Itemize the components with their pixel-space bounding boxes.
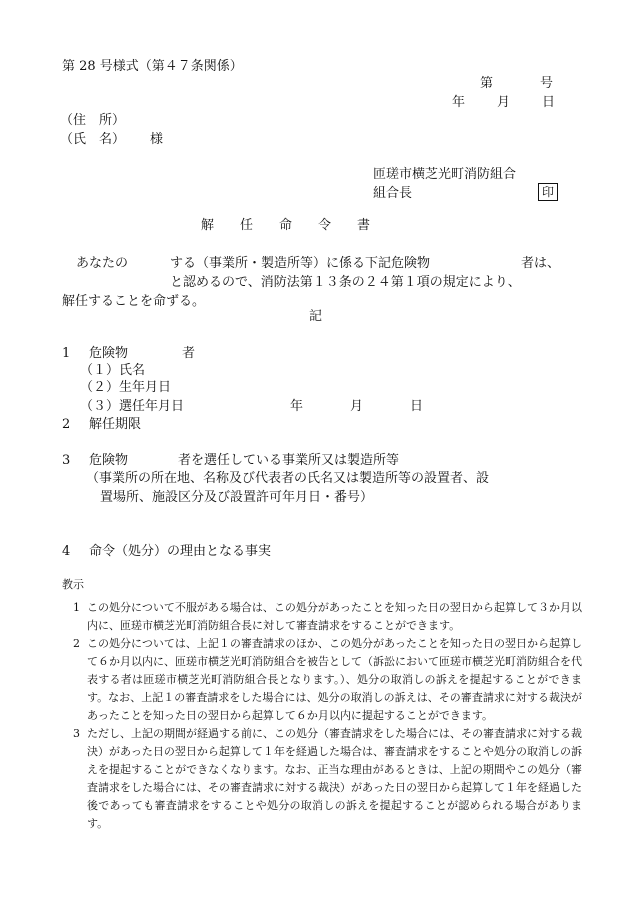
item3-note-line1: （事業所の所在地、名称及び代表者の氏名又は製造所等の設置者、設 (86, 471, 490, 486)
name-label: （氏 名） (60, 132, 126, 147)
note-text: この処分について不服がある場合は、この処分があったことを知った日の翌日から起算して３か月以内に、匝瑳市横芝光町消防組合長に対して審査請求をすることができます。 (87, 601, 582, 632)
note-text: この処分については、上記１の審査請求のほか、この処分があったことを知った日の翌日から起算して６か月以内に、匝瑳市横芝光町消防組合を被告として（訴訟において匝瑳市横芝光町消防組合を代表する者は匝瑳市横芝光町消防組合長となります。）、処分の取消しの訴えを提起することができます。なお、上記１の審査請求をした場合には、処分の取消しの訴えは、その審査請求に対する裁決があったことを知った日の翌日から起算して６か月以内に提起することができます。 (87, 637, 582, 722)
item3-number: 3 (62, 453, 71, 468)
item2-label: 解任期限 (89, 417, 142, 432)
item1-number: 1 (62, 346, 71, 361)
note-number: 2 (73, 637, 80, 650)
item1-sub3-year: 年 (290, 399, 304, 414)
form-number: 第 28 号様式（第４７条関係） (62, 59, 243, 74)
notes-heading: 教示 (62, 578, 84, 591)
doc-number-prefix: 第 (480, 76, 494, 91)
item4-number: 4 (62, 544, 71, 559)
issuer-title: 組合長 (373, 186, 413, 201)
item3-suffix: 者を選任している事業所又は製造所等 (178, 453, 400, 468)
item3-label: 危険物 (89, 453, 129, 468)
note-item (62, 725, 582, 833)
seal-mark: 印 (538, 183, 558, 201)
item3-note-line2: 置場所、施設区分及び設置許可年月日・番号） (100, 490, 374, 505)
body-line1-a: あなたの (76, 256, 129, 271)
note-number: 1 (73, 601, 80, 614)
honorific: 様 (150, 132, 164, 147)
body-line3: 解任することを命ずる。 (62, 294, 206, 309)
issuer-organization: 匝瑳市横芝光町消防組合 (373, 167, 517, 182)
date-year: 年 (452, 95, 466, 110)
date-day: 日 (542, 95, 556, 110)
note-text: ただし、上記の期間が経過する前に、この処分（審査請求をした場合には、その審査請求に対する裁決）があった日の翌日から起算して１年を経過した場合は、審査請求をすることや処分の取消しの訴えを提起することができなくなります。なお、正当な理由があるときは、上記の期間やこの処分（審査請求をした場合には、その審査請求に対する裁決）があった日の翌日から起算して１年を経過した後であっても審査請求をすることや処分の取消しの訴えを提起することが認められる場合があります。 (87, 727, 582, 830)
item1-suffix: 者 (182, 346, 196, 361)
note-item (62, 635, 582, 725)
item1-sub2: （２）生年月日 (80, 380, 172, 395)
date-month: 月 (497, 95, 511, 110)
item4-label: 命令（処分）の理由となる事実 (89, 544, 272, 559)
item1-sub3: （３）選任年月日 (80, 399, 185, 414)
note-number: 3 (73, 727, 80, 740)
body-line2: と認めるので、消防法第１３条の２４第１項の規定により、 (170, 275, 521, 290)
item1-sub3-day: 日 (410, 399, 424, 414)
ki-mark: 記 (309, 309, 323, 324)
item2-number: 2 (62, 417, 71, 432)
body-line1-b: する（事業所・製造所等）に係る下記危険物 (170, 256, 431, 271)
address-label: （住 所） (60, 113, 126, 128)
item1-sub3-month: 月 (350, 399, 364, 414)
note-item (62, 599, 582, 635)
item1-sub1: （１）氏名 (80, 363, 146, 378)
document-title: 解 任 命 令 書 (201, 218, 371, 233)
doc-number-suffix: 号 (540, 76, 554, 91)
instruction-notes (62, 576, 582, 833)
item1-label: 危険物 (89, 346, 129, 361)
body-line1-c: 者は、 (521, 256, 561, 271)
